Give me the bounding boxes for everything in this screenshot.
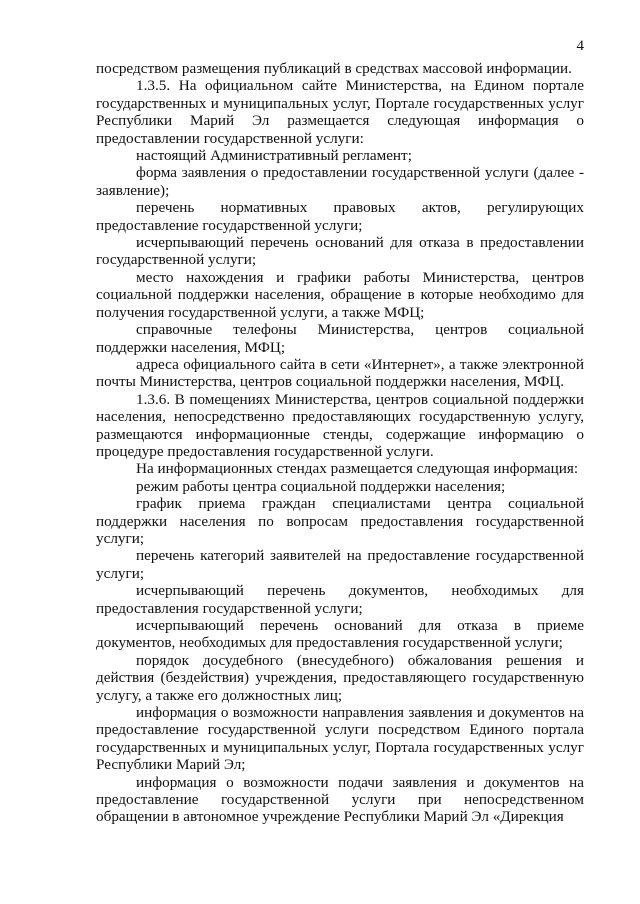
paragraph-1-3-5: 1.3.5. На официальном сайте Министерства, на Едином портале государственных и муниципальных услуг, Портале государственных услуг Республики Марий Эл размещается следующая информация о предоставлении государственной услуги: xyxy=(96,77,584,147)
list-item: настоящий Административный регламент; xyxy=(136,147,412,165)
list-item: порядок досудебного (внесудебного) обжалования решения и действия (бездействия) учреждения, предоставляющего государственную услугу, а также его должностных лиц; xyxy=(96,651,584,704)
list-item: режим работы центра социальной поддержки населения; xyxy=(136,477,506,495)
page-number: 4 xyxy=(576,38,584,54)
list-item: место нахождения и графики работы Министерства, центров социальной поддержки населения, обращение в которые необходимо для получения государственной услуги, а также МФЦ; xyxy=(96,268,584,321)
list-item: исчерпывающий перечень оснований для отказа в приеме документов, необходимых для предоставления государственной услуги; xyxy=(96,617,584,652)
list-item: перечень категорий заявителей на предоставление государственной услуги; xyxy=(96,547,584,582)
document-body xyxy=(96,60,584,826)
list-item: исчерпывающий перечень документов, необходимых для предоставления государственной услуги; xyxy=(96,582,584,617)
paragraph-1-3-6: 1.3.6. В помещениях Министерства, центров социальной поддержки населения, непосредственно предоставляющих государственную услугу, размещаются информационные стенды, содержащие информацию о процедуре предоставления государственной услуги. xyxy=(96,390,584,460)
list-item: форма заявления о предоставлении государственной услуги (далее - заявление); xyxy=(96,164,584,199)
list-item: справочные телефоны Министерства, центров социальной поддержки населения, МФЦ; xyxy=(96,321,584,356)
list-item: исчерпывающий перечень оснований для отказа в предоставлении государственной услуги; xyxy=(96,234,584,269)
list-item: информация о возможности направления заявления и документов на предоставление государственной услуги посредством Единого портала государственных и муниципальных услуг, Портала государственных услуг Республики Марий Эл; xyxy=(96,704,584,774)
paragraph-stands-intro: На информационных стендах размещается следующая информация: xyxy=(136,460,579,478)
paragraph-0: посредством размещения публикаций в средствах массовой информации. xyxy=(96,60,572,77)
list-item: информация о возможности подачи заявления и документов на предоставление государственной услуги при непосредственном обращении в автономное учреждение Республики Марий Эл «Дирекция xyxy=(96,773,584,826)
list-item: график приема граждан специалистами центра социальной поддержки населения по вопросам предоставления государственной услуги; xyxy=(96,495,584,547)
list-item: адреса официального сайта в сети «Интернет», а также электронной почты Министерства, центров социальной поддержки населения, МФЦ. xyxy=(96,355,584,391)
list-item: перечень нормативных правовых актов, регулирующих предоставление государственной услуги; xyxy=(96,199,584,234)
